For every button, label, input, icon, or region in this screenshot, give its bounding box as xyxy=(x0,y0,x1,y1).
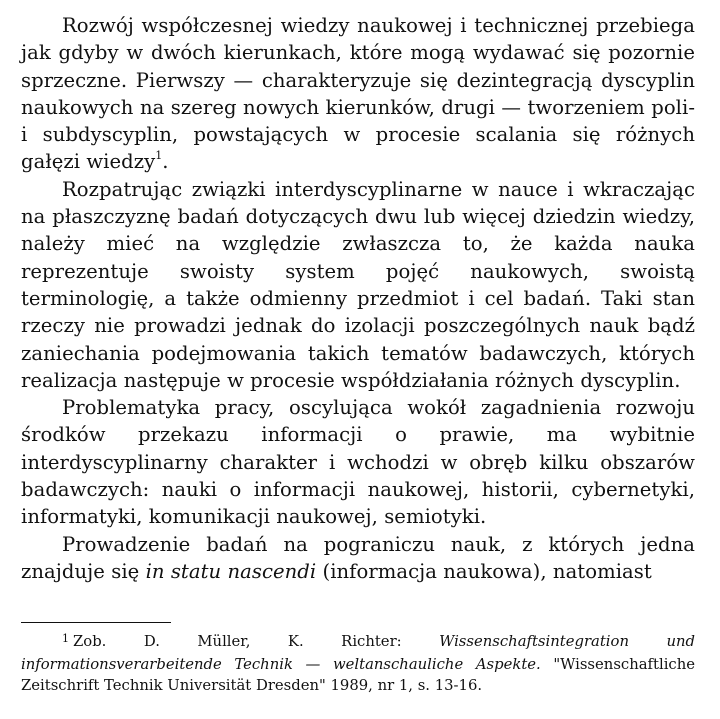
paragraph-1 xyxy=(21,12,695,176)
latin-phrase: in statu nascendi xyxy=(145,559,317,583)
paragraph-4 xyxy=(21,531,695,586)
footnote-mark: 1 xyxy=(62,632,69,645)
paragraph-1-text: Rozwój współczesnej wiedzy naukowej i technicznej przebiega jak gdyby w dwóch kierunkach, które mogą wydawać się pozornie sprzeczne. Pierwszy — charakteryzuje się dezintegracją dyscyplin naukowych na szereg nowych kierunków, drugi — tworzeniem poli- i subdyscyplin, powstających w procesie scalania się różnych gałęzi wiedzy xyxy=(21,14,695,174)
footnote-source: "Wissenschaftliche Zeitschrift Technik Universität Dresden" 1989, nr 1, s. 13-16. xyxy=(21,655,696,694)
paragraph-1-end: . xyxy=(162,150,169,174)
document-page xyxy=(21,12,696,694)
paragraph-3: Problematyka pracy, oscylująca wokół zagadnienia rozwoju środków przekazu informacji o prawie, ma wybitnie interdyscyplinarny charakter i wchodzi w obręb kilku obszarów badawczych: nauki o informacji naukowej, historii, cybernetyki, informatyki, komunikacji naukowej, semiotyki. xyxy=(21,396,695,529)
paragraph-4-end: (informacja naukowa), natomiast xyxy=(316,559,652,583)
paragraph-2: Rozpatrując związki interdyscyplinarne w nauce i wkraczając na płaszczyznę badań dotyczących dwu lub więcej dziedzin wiedzy, należy mieć na względzie zwłaszcza to, że każda nauka reprezentuje swoisty system pojęć naukowych, swoistą terminologię, a także odmienny przedmiot i cel badań. Taki stan rzeczy nie prowadzi jednak do izolacji poszczególnych nauk bądź zaniechania podejmowania takich tematów badawczych, których realizacja następuje w procesie współdziałania różnych dyscyplin. xyxy=(21,177,695,392)
footnote xyxy=(21,631,695,697)
footnote-reference[interactable]: 1 xyxy=(155,148,163,162)
footnote-title: Wissenschaftsintegration und informationsverarbeitende Technik — weltanschauliche Aspekte. xyxy=(21,633,695,673)
footnote-authors: Zob. D. Müller, K. Richter: xyxy=(73,633,440,650)
paragraph-4-text: Prowadzenie badań na pograniczu nauk, z których jedna znajduje się xyxy=(21,532,695,583)
footnote-divider xyxy=(21,622,171,623)
